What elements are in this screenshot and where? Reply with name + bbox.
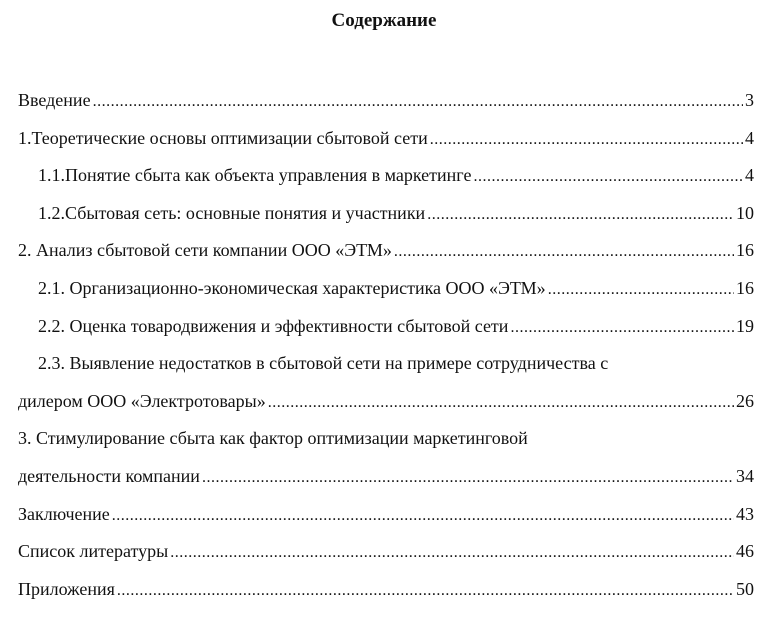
dot-leader [202, 464, 734, 490]
toc-entry-number: 1.2. [38, 202, 65, 223]
toc-entry-label: Введение [18, 90, 91, 110]
toc-entry-section-1-1[interactable] [18, 163, 754, 201]
toc-entry-section-2-1[interactable] [18, 276, 754, 314]
toc-entry-page: 43 [736, 503, 754, 524]
toc-entry-page: 10 [736, 202, 754, 223]
dot-leader [430, 126, 743, 152]
dot-leader [93, 88, 743, 114]
page-title: Содержание [331, 10, 437, 31]
toc-entry-page: 46 [736, 541, 754, 562]
dot-leader [548, 276, 734, 302]
toc-entry-references[interactable] [18, 539, 754, 577]
toc-entry-section-2-2[interactable] [18, 314, 754, 352]
toc-entry-number: 1.1. [38, 165, 65, 186]
dot-leader [117, 577, 734, 603]
toc-entry-chapter-1[interactable] [18, 126, 754, 164]
dot-leader [394, 238, 734, 264]
dot-leader [427, 201, 734, 227]
toc-entry-number: 1. [18, 127, 32, 148]
toc-entry-page: 16 [736, 240, 754, 261]
table-of-contents [18, 88, 754, 614]
toc-entry-page: 34 [736, 465, 754, 486]
toc-entry-page: 4 [745, 127, 754, 148]
toc-entry-page: 3 [745, 90, 754, 110]
dot-leader [510, 314, 734, 340]
toc-entry-chapter-3-line1[interactable] [18, 426, 754, 464]
toc-entry-page: 19 [736, 315, 754, 336]
toc-entry-page: 16 [736, 277, 754, 298]
dot-leader [268, 389, 734, 415]
toc-entry-section-2-3-line1[interactable] [18, 351, 754, 389]
toc-entry-page: 26 [736, 390, 754, 411]
dot-leader [112, 502, 734, 528]
toc-entry-chapter-2[interactable] [18, 238, 754, 276]
toc-entry-label: дилером ООО «Электротовары» [18, 390, 266, 411]
toc-entry-section-1-2[interactable] [18, 201, 754, 239]
toc-entry-chapter-3-line2[interactable] [18, 464, 754, 502]
dot-leader [473, 163, 743, 189]
toc-entry-page: 50 [736, 578, 754, 599]
toc-entry-label: Список литературы [18, 541, 169, 562]
toc-entry-label: Приложения [18, 578, 115, 599]
toc-entry-introduction[interactable] [18, 88, 754, 126]
toc-entry-label: 2.2. Оценка товародвижения и эффективности сбытовой сети [38, 315, 509, 336]
toc-entry-section-2-3-line2[interactable] [18, 389, 754, 427]
toc-entry-label: 2.1. Организационно-экономическая характеристика ООО «ЭТМ» [38, 277, 546, 298]
toc-entry-label: Понятие сбыта как объекта управления в маркетинге [65, 165, 472, 186]
dot-leader [170, 539, 734, 565]
toc-entry-appendices[interactable] [18, 577, 754, 615]
toc-entry-label: 3. Стимулирование сбыта как фактор оптимизации маркетинговой [18, 428, 528, 449]
toc-entry-label: Сбытовая сеть: основные понятия и участники [65, 202, 426, 223]
toc-entry-label: деятельности компании [18, 465, 200, 486]
toc-entry-label: 2. Анализ сбытовой сети компании ООО «ЭТМ» [18, 240, 392, 261]
toc-entry-label: 2.3. Выявление недостатков в сбытовой сети на примере сотрудничества с [38, 353, 609, 374]
toc-entry-page: 4 [745, 165, 754, 186]
toc-entry-conclusion[interactable] [18, 502, 754, 540]
toc-entry-label: Теоретические основы оптимизации сбытовой сети [31, 127, 428, 148]
toc-entry-label: Заключение [18, 503, 110, 524]
